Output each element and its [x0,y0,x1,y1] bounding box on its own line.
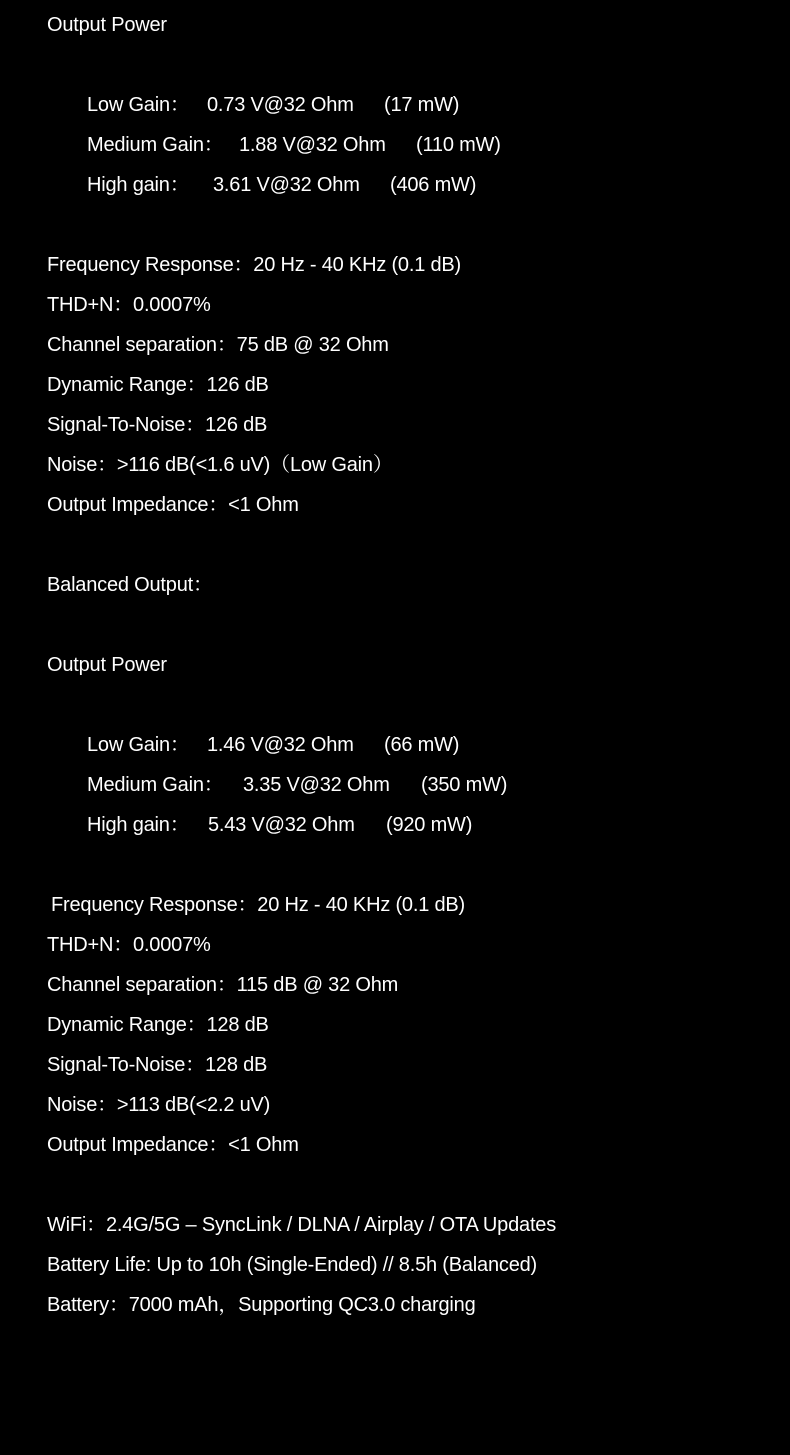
gain-label: High gain： [87,174,190,196]
single-ended-frequency-response: Frequency Response：20 Hz - 40 KHz (0.1 dB) [47,254,462,276]
balanced-channel-separation: Channel separation：115 dB @ 32 Ohm [47,974,399,996]
single-ended-noise: Noise：>116 dB(<1.6 uV)（Low Gain） [47,454,393,476]
gain-power: (920 mW) [386,814,473,836]
gain-voltage: 0.73 V@32 Ohm [207,94,354,116]
gain-power: (350 mW) [421,774,508,796]
single-ended-dynamic-range: Dynamic Range：126 dB [47,374,269,396]
balanced-dynamic-range: Dynamic Range：128 dB [47,1014,269,1036]
balanced-output-heading: Balanced Output： [47,574,213,596]
gain-voltage: 3.35 V@32 Ohm [243,774,390,796]
balanced-medium-gain-row [87,771,587,799]
battery-life-spec: Battery Life: Up to 10h (Single-Ended) // 8.5h (Balanced) [47,1254,537,1276]
balanced-frequency-response: Frequency Response：20 Hz - 40 KHz (0.1 dB) [51,894,466,916]
balanced-thd-n: THD+N：0.0007% [47,934,211,956]
gain-voltage: 1.46 V@32 Ohm [207,734,354,756]
gain-power: (110 mW) [416,134,501,156]
battery-spec: Battery：7000 mAh，Supporting QC3.0 charging [47,1294,476,1316]
gain-label: Low Gain： [87,94,190,116]
gain-voltage: 3.61 V@32 Ohm [213,174,360,196]
single-ended-medium-gain-row [87,131,587,159]
single-ended-high-gain-row [87,171,587,199]
wifi-spec: WiFi：2.4G/5G – SyncLink / DLNA / Airplay / OTA Updates [47,1214,557,1236]
gain-label: Medium Gain： [87,134,224,156]
single-ended-signal-to-noise: Signal-To-Noise：126 dB [47,414,268,436]
balanced-noise: Noise：>113 dB(<2.2 uV) [47,1094,271,1116]
single-ended-thd-n: THD+N：0.0007% [47,294,211,316]
gain-label: High gain： [87,814,190,836]
balanced-output-impedance: Output Impedance：<1 Ohm [47,1134,299,1156]
gain-power: (66 mW) [384,734,460,756]
balanced-signal-to-noise: Signal-To-Noise：128 dB [47,1054,268,1076]
balanced-output-power-heading: Output Power [47,654,167,676]
single-ended-low-gain-row [87,91,587,119]
balanced-high-gain-row [87,811,587,839]
gain-power: (17 mW) [384,94,460,116]
gain-voltage: 5.43 V@32 Ohm [208,814,355,836]
gain-label: Low Gain： [87,734,190,756]
single-ended-output-impedance: Output Impedance：<1 Ohm [47,494,299,516]
single-ended-channel-separation: Channel separation：75 dB @ 32 Ohm [47,334,389,356]
single-ended-output-power-heading: Output Power [47,14,167,36]
gain-power: (406 mW) [390,174,477,196]
balanced-low-gain-row [87,731,587,759]
gain-voltage: 1.88 V@32 Ohm [239,134,386,156]
gain-label: Medium Gain： [87,774,224,796]
